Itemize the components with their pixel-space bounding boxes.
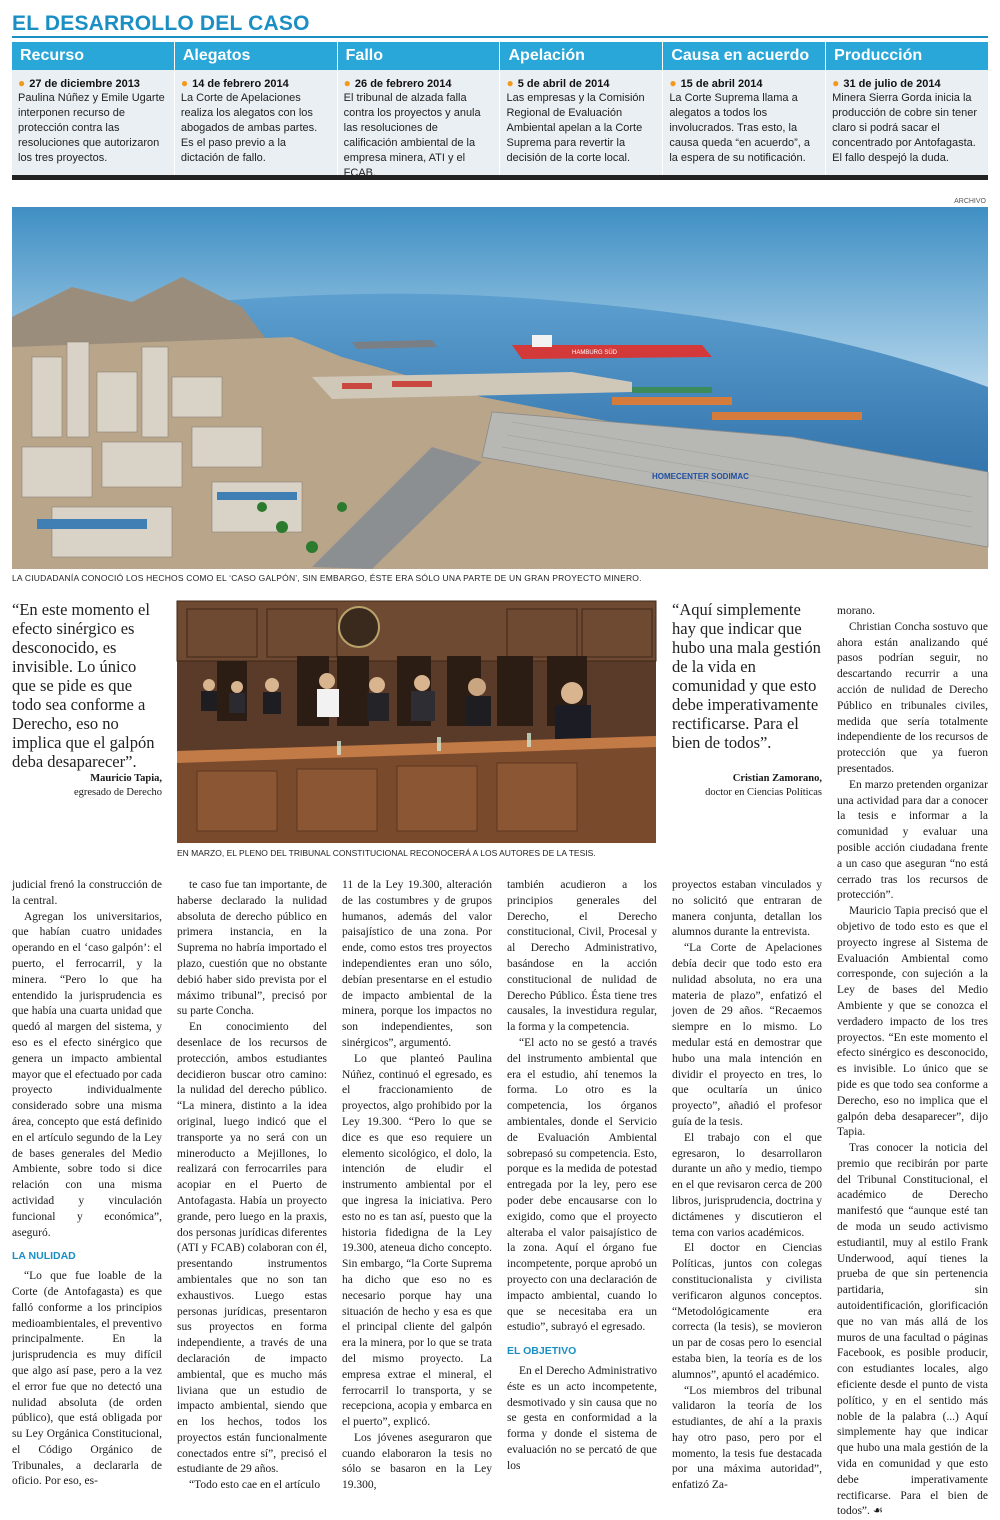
timeline-description: Minera Sierra Gorda inicia la producción de cobre sin tener claro si podrá sacar el concentrado por Antofagasta. El fallo despejó la duda. xyxy=(832,92,978,164)
timeline-stage-title: Fallo xyxy=(338,42,500,70)
article-subhead: EL OBJETIVO xyxy=(507,1345,577,1358)
article-paragraph: En marzo pretenden organizar una actividad para dar a conocer la tesis e informar a la comunidad y evaluar una posible acción ciudadana frente a un caso que aseguran “no está cerrado tras los recursos de protección”. xyxy=(837,778,988,902)
article-column-5 xyxy=(672,878,822,1492)
port-photo-caption: LA CIUDADANÍA CONOCIÓ LOS HECHOS COMO EL ‘CASO GALPÓN’, SIN EMBARGO, ÉSTE ERA SÓLO UNA PARTE DE UN GRAN PROYECTO MINERO. xyxy=(12,573,642,583)
timeline-date-row xyxy=(663,70,825,91)
timeline-description: Paulina Núñez y Emile Ugarte interponen recurso de protección contra las resoluciones que autorizaron los tres proyectos. xyxy=(18,92,165,164)
timeline-date: 14 de febrero 2014 xyxy=(192,78,289,90)
timeline-date: 27 de diciembre 2013 xyxy=(29,78,140,90)
photo-credit: ARCHIVO xyxy=(954,198,986,205)
timeline-description: La Corte Suprema llama a alegatos a todos los involucrados. Tras esto, la causa queda “en acuerdo”, a la espera de su notificación. xyxy=(669,92,810,164)
timeline-stage-title: Producción xyxy=(826,42,988,70)
timeline-stage xyxy=(500,42,663,175)
article-paragraph: proyectos estaban vinculados y no solicitó que entraran de manera conjunta, detallan los alumnos durante la entrevista. xyxy=(672,879,822,939)
quote-left-name: Mauricio Tapia, xyxy=(90,773,162,784)
tribunal-photo xyxy=(177,601,656,843)
timeline-description: Las empresas y la Comisión Regional de Evaluación Ambiental apelan a la Corte Suprema para revertir la decisión de la corte local. xyxy=(506,92,645,164)
timeline-date: 5 de abril de 2014 xyxy=(517,78,610,90)
article-paragraph: Tras conocer la noticia del premio que recibirán por parte del Tribunal Constitucional, el académico de Derecho manifestó que “aunque esté tan de moda un seudo activismo estudiantil, muy al estilo Frank Underwood, aquí tienes la prueba de que sin pertenencia partidaria, sin autoidentificación, glorificación que no van más allá de los muros de una facultad o páginas Facebook, es posible producir, con estudiantes locales, algo eficiente desde el punto de vista político, y en el sentido más noble de la palabra (...) Aquí simplemente hay que indicar que hubo una mala gestión de la vida en comunidad y que esto debe imperativamente rectificarse. Para el bien de todos”. ☙ xyxy=(837,1142,988,1518)
quote-right-attribution xyxy=(672,772,822,800)
bullet-dot-icon: ● xyxy=(343,76,351,90)
article-paragraph: también acudieron a los principios generales del Derecho, el Derecho constitucional, Civil, Procesal y al Derecho Administrativo, basándose en la acción constitucional de nulidad de Derecho Público. Ésta tiene tres causales, la investidura regular, la forma y la competencia. xyxy=(507,879,657,1034)
quote-right-name: Cristian Zamorano, xyxy=(732,773,822,784)
article-column-6 xyxy=(837,604,988,1518)
article-column-2 xyxy=(177,878,327,1492)
article-paragraph: En el Derecho Administrativo éste es un acto incompetente, desmotivado y sin causa que no se gesta en conformidad a la forma y donde el sistema de evaluación no se percató de que los xyxy=(507,1364,657,1472)
timeline-stage xyxy=(663,42,826,175)
timeline-date: 31 de julio de 2014 xyxy=(843,78,941,90)
port-aerial-photo xyxy=(12,207,988,569)
timeline-date-row xyxy=(338,70,500,91)
article-paragraph: “Todo esto cae en el artículo xyxy=(189,1479,321,1492)
timeline-stage-title: Causa en acuerdo xyxy=(663,42,825,70)
quote-left-attribution xyxy=(12,772,162,800)
article-column-4 xyxy=(507,878,657,1472)
timeline-stage-title: Recurso xyxy=(12,42,174,70)
timeline-stage-title: Apelación xyxy=(500,42,662,70)
article-paragraph: judicial frenó la construcción de la central. xyxy=(12,879,162,907)
article-paragraph: El doctor en Ciencias Políticas, juntos con colegas constitucionalista y civilista verificaron algunos conceptos. “Metodológicamente era correcta (la tesis), se movieron un par de cosas pero lo esencial estaba bien, la teoría es de los alumnos”, apuntó el académico. xyxy=(672,1242,822,1381)
timeline-date-row xyxy=(826,70,988,91)
article-paragraph: te caso fue tan importante, de haberse declarado la nulidad absoluta de derecho público en primera instancia, en la Suprema no habría importado el plazo, cuestión que no obstante debió haber sido prevista por el máximo tribunal”, precisó por su parte Concha. xyxy=(177,879,327,1018)
bullet-dot-icon: ● xyxy=(832,76,840,90)
article-column-1 xyxy=(12,878,162,1488)
bullet-dot-icon: ● xyxy=(506,76,514,90)
pull-quote-left: “En este momento el efecto sinérgico es desconocido, es invisible. Lo único que se pide es que todo sea conforme a Derecho, eso no implica que el galpón deba desaparecer”. xyxy=(12,600,155,771)
timeline-date-row xyxy=(12,70,174,91)
article-paragraph: Mauricio Tapia precisó que el objetivo de todo esto es que el proyecto ingrese al Sistema de Evaluación Ambiental como corresponde, con sujeción a la Ley de bases del Medio Ambiente y que se conozca el verdadero impacto de los tres proyectos. “En este momento el efecto sinérgico es desconocido, es invisible. Lo único que se pide es que todo sea conforme a Derecho, eso no implica que el galpón deba desaparecer”, dijo Tapia. xyxy=(837,905,988,1139)
article-column-3 xyxy=(342,878,492,1492)
article-paragraph: Lo que planteó Paulina Núñez, continuó el egresado, es el fraccionamiento de proyectos, algo prohibido por la Ley 19.300. “Pero lo que se dice es que eso requiere un elemento sicológico, el dolo, la intención de eludir el instrumento ambiental por el que ingresa la iniciativa. Pero esto no es tan así, puesto que la historia fidedigna de la Ley 19.300, ateneua dicho concepto. Sin embargo, “la Corte Suprema ha dicho que eso no es necesario porque hay una situación de hecho y esa es que el principal cliente del galpón era la minera, por lo que se trata del mismo proyecto. La empresa extrae el mineral, el ferrocarril lo transporta, y se recepciona, acopia y embarca en el puerto”, explicó. xyxy=(342,1052,492,1429)
tribunal-photo-caption: EN MARZO, EL PLENO DEL TRIBUNAL CONSTITUCIONAL RECONOCERÁ A LOS AUTORES DE LA TESIS. xyxy=(177,848,596,858)
article-subhead: LA NULIDAD xyxy=(12,1250,76,1263)
timeline-stage-title: Alegatos xyxy=(175,42,337,70)
article-paragraph: “El acto no se gestó a través del instrumento ambiental que era el estudio, ahí tenemos la forma. Lo otro es la competencia, los órganos ambientales, donde el Servicio de Evaluación Ambiental sobrepasó su competencia. Esto, porque es la medida de potestad entregada por la ley, pero ese poder debe encausarse con lo exigido, como que el proyecto alteraba el valor paisajístico de la zona. Aquí el órgano fue incompetente, porque aprobó un proyecto con una declaración de impacto ambiental, cuando lo que se necesitaba era un estudio”, subrayó el egresado. xyxy=(507,1036,657,1334)
timeline-date: 15 de abril 2014 xyxy=(680,78,763,90)
article-paragraph: Christian Concha sostuvo que ahora están analizando qué pasos podrían seguir, no descartando recurrir a una acción de nulidad de Derecho Público en tribunales civiles, medida que sería totalmente independiente de los recursos de protección que ya fueron presentados. xyxy=(837,620,988,775)
article-paragraph: En conocimiento del desenlace de los recursos de protección, ambos estudiantes decidieron buscar otro camino: la nulidad del derecho público. “La minera, distinto a la idea original, luego indicó que el transporte ya no será con un mineroducto a Mejillones, lo realizará con ferrocarriles para acopiar en el Puerto de Antofagasta. Había un proyecto grande, pero luego en la praxis, dos personas jurídicas diferentes (ATI y FCAB) colaboran con él, presentando instrumentos ambientales que no son tan exhaustivos. Luego estas personas jurídicas, presentaron sus proyectos en forma independiente, a través de una declaración de impacto ambiental, que es mucho más liviana que un estudio de impacto ambiental, siendo que en los hechos, todos los proyectos están funcionalmente conectados entre sí”, precisó el estudiante de 29 años. xyxy=(177,1021,327,1476)
case-timeline xyxy=(12,42,988,180)
bullet-dot-icon: ● xyxy=(669,76,677,90)
port-aerial-illustration xyxy=(12,207,988,569)
article-paragraph: “La Corte de Apelaciones debía decir que todo esto era nulidad absoluta, no era una materia de plazo”, enfatizó el joven de 29 años. “Recaemos siempre en lo mismo. Lo medular está en demostrar que hubo una mala intención en dividir el proyecto en tres, lo que ocultaría un único proyecto”, añadió el profesor guía de la tesis. xyxy=(672,942,822,1128)
quote-right-role: doctor en Ciencias Políticas xyxy=(705,787,822,798)
timeline-stage xyxy=(826,42,988,175)
article-paragraph: Agregan los universitarios, que habían cuatro unidades operando en el ‘caso galpón’: el puerto, el ferrocarril, y la minera. “Pero lo que ha entendido la jurisprudencia es que había una cuarta unidad que quedó al margen del sistema, y eso es el efecto sinérgico que genera un impacto ambiental mayor que el efectuado por cada proyecto individualmente considerado sobre una misma área, concepto que está definido en el artículo segundo de la Ley de bases generales del Medio Ambiente, sobre todo si dice relación con una misma actividad y vinculación funcional y económica”, aseguró. xyxy=(12,910,162,1239)
article-paragraph: El trabajo con el que egresaron, lo desarrollaron durante un año y medio, tiempo en el que revisaron cerca de 200 libros, jurisprudencia, doctrina y dictámenes y discutieron el tema con varios académicos. xyxy=(672,1131,822,1239)
timeline-date: 26 de febrero 2014 xyxy=(354,78,452,90)
timeline-stage xyxy=(338,42,501,179)
quote-left-role: egresado de Derecho xyxy=(73,787,162,798)
timeline-date-row xyxy=(500,70,662,91)
bullet-dot-icon: ● xyxy=(18,76,26,90)
timeline-stage xyxy=(12,42,175,175)
store-sign: HOMECENTER SODIMAC xyxy=(652,472,749,481)
article-paragraph: “Los miembros del tribunal validaron la teoría de los estudiantes, de ahí a la praxis hay otro paso, pero por el momento, la tesis fue destacada por una máxima autoridad”, enfatizó Za- xyxy=(672,1384,822,1492)
pull-quote-right: “Aquí simplemente hay que indicar que hubo una mala gestión de la vida en comunidad y que esto debe imperativamente rectificarse. Para el bien de todos”. xyxy=(672,600,821,752)
timeline-date-row xyxy=(175,70,337,91)
article-paragraph: morano. xyxy=(837,605,876,617)
article-paragraph: “Lo que fue loable de la Corte (de Antofagasta) es que falló conforme a los principios medioambientales, el preventivo principalmente. En la jurisprudencia es muy difícil que algo así pase, pero a la vez el error fue que no detectó una nulidad absoluta (de orden público), que está obligada por su Ley Orgánica Constitucional, el Código Orgánico de Tribunales, a declararla de oficio. Por eso, es- xyxy=(12,1270,162,1488)
section-title: EL DESARROLLO DEL CASO xyxy=(12,10,988,38)
article-paragraph: Los jóvenes aseguraron que cuando elaboraron la tesis no sólo se basaron en la Ley 19.300, xyxy=(342,1431,492,1492)
timeline-description: El tribunal de alzada falla contra los proyectos y anula las resoluciones de calificación ambiental de la empresa minera, ATI y el FCAB. xyxy=(343,92,481,179)
timeline-description: La Corte de Apelaciones realiza los alegatos con los abogados de ambas partes. Es el paso previo a la dictación de fallo. xyxy=(180,92,318,164)
ship-name-label: HAMBURG SÜD xyxy=(572,350,618,356)
timeline-stage xyxy=(175,42,338,175)
tribunal-illustration xyxy=(177,601,656,843)
bullet-dot-icon: ● xyxy=(180,76,189,90)
article-paragraph: 11 de la Ley 19.300, alteración de las costumbres y de grupos humanos, además del valor paisajístico de una zona. Por ende, como estos tres proyectos independientes eran uno sólo, debían presentarse en el estudio de impacto ambiental de la minera, porque los impactos no son independientes, son sinérgicos”, argumentó. xyxy=(342,879,492,1049)
